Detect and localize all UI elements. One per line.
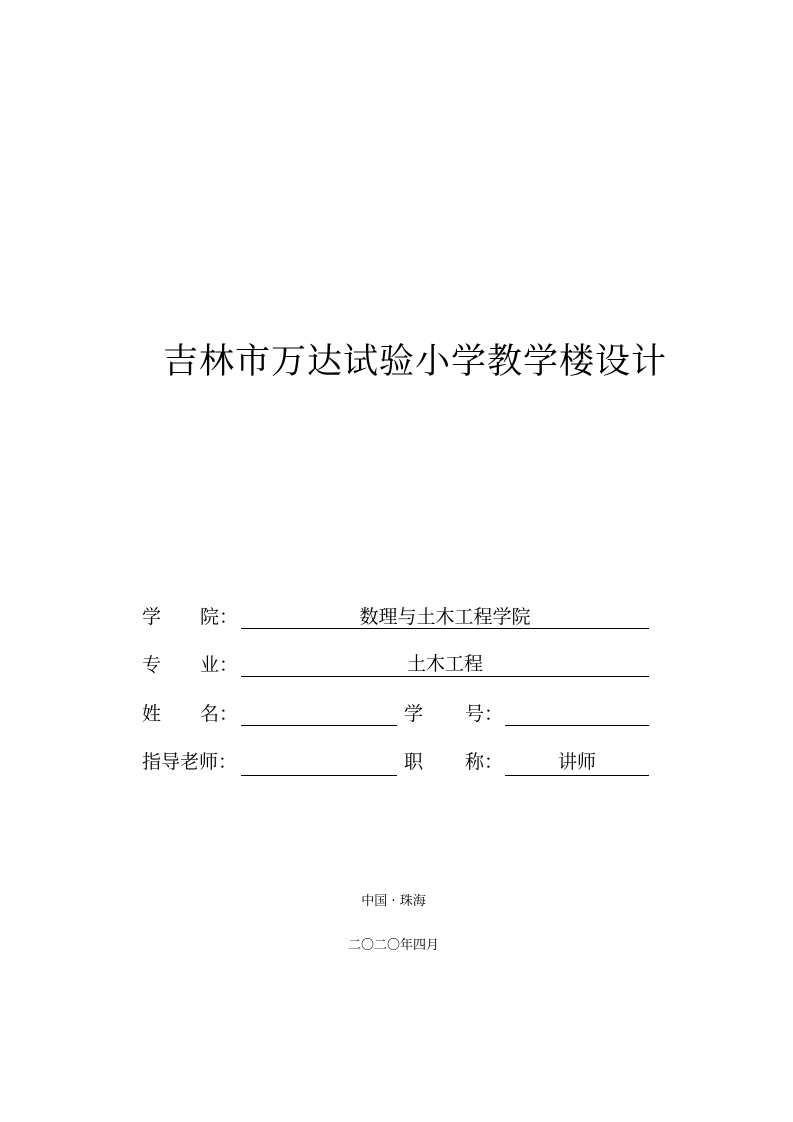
major-underline <box>241 676 649 677</box>
advisor-title-label-char1: 职 <box>404 751 424 773</box>
name-underline <box>241 725 397 726</box>
major-label-char2: 业： <box>200 654 239 676</box>
name-label-char1: 姓 <box>142 703 162 725</box>
college-label-char1: 学 <box>142 606 162 628</box>
student-id-label-char2: 号： <box>465 703 504 725</box>
advisor-underline <box>241 775 397 776</box>
advisor-label: 指导老师： <box>142 751 238 773</box>
college-value: 数理与土木工程学院 <box>359 606 531 628</box>
advisor-title-underline <box>505 775 649 776</box>
advisor-title-label-char2: 称： <box>465 751 504 773</box>
student-id-label-char1: 学 <box>404 703 424 725</box>
college-label-char2: 院： <box>200 606 239 628</box>
college-underline <box>241 628 649 629</box>
major-label-char1: 专 <box>142 654 162 676</box>
advisor-title-value: 讲师 <box>557 751 596 773</box>
footer-location: 中国 · 珠海 <box>361 894 426 909</box>
footer-date: 二〇二〇年四月 <box>347 938 439 953</box>
document-title: 吉林市万达试验小学教学楼设计 <box>162 342 667 382</box>
student-id-underline <box>505 725 649 726</box>
major-value: 土木工程 <box>406 653 483 675</box>
name-label-char2: 名： <box>200 703 239 725</box>
